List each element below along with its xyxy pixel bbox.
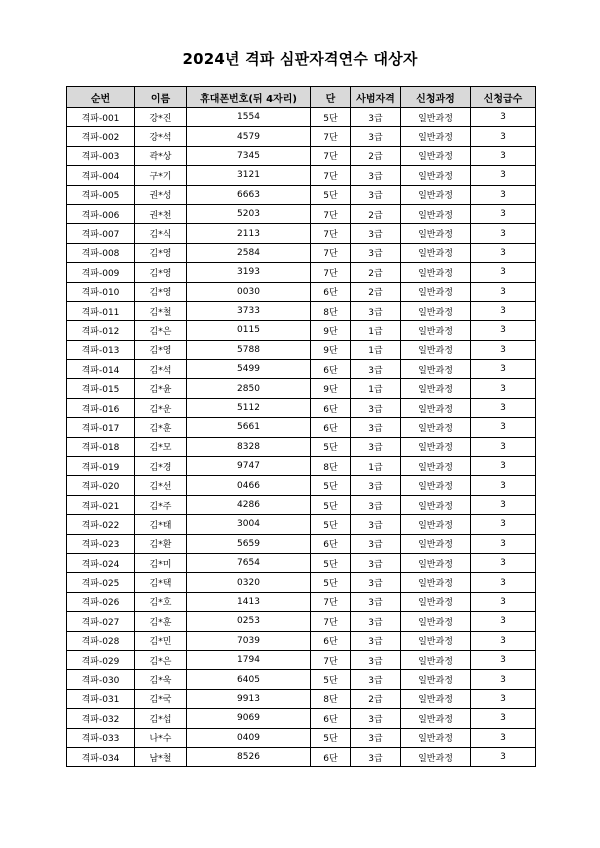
cell-instructor-grade: 3급 — [351, 437, 401, 456]
table-row — [67, 534, 536, 553]
cell-dan: 9단 — [311, 321, 351, 340]
cell-seq: 격파-017 — [67, 418, 135, 437]
cell-course: 일반과정 — [401, 243, 471, 262]
cell-instructor-grade: 3급 — [351, 166, 401, 185]
cell-course: 일반과정 — [401, 689, 471, 708]
cell-name: 김*은 — [135, 321, 187, 340]
cell-course: 일반과정 — [401, 263, 471, 282]
cell-dan: 7단 — [311, 592, 351, 611]
cell-phone: 9069 — [187, 709, 311, 728]
cell-applied-grade: 3 — [471, 340, 536, 359]
cell-seq: 격파-020 — [67, 476, 135, 495]
cell-seq: 격파-015 — [67, 379, 135, 398]
cell-dan: 6단 — [311, 282, 351, 301]
cell-dan: 7단 — [311, 263, 351, 282]
cell-seq: 격파-009 — [67, 263, 135, 282]
cell-name: 김*선 — [135, 476, 187, 495]
cell-course: 일반과정 — [401, 495, 471, 514]
cell-instructor-grade: 1급 — [351, 379, 401, 398]
cell-course: 일반과정 — [401, 709, 471, 728]
cell-phone: 2584 — [187, 243, 311, 262]
cell-name: 곽*상 — [135, 146, 187, 165]
cell-dan: 5단 — [311, 437, 351, 456]
cell-seq: 격파-021 — [67, 495, 135, 514]
cell-course: 일반과정 — [401, 127, 471, 146]
cell-phone: 0030 — [187, 282, 311, 301]
cell-name: 김*영 — [135, 243, 187, 262]
cell-instructor-grade: 3급 — [351, 398, 401, 417]
cell-instructor-grade: 3급 — [351, 515, 401, 534]
cell-name: 김*민 — [135, 631, 187, 650]
table-row — [67, 282, 536, 301]
cell-seq: 격파-019 — [67, 457, 135, 476]
cell-instructor-grade: 3급 — [351, 534, 401, 553]
cell-name: 남*철 — [135, 747, 187, 766]
cell-instructor-grade: 2급 — [351, 282, 401, 301]
cell-name: 권*성 — [135, 185, 187, 204]
cell-phone: 5112 — [187, 398, 311, 417]
cell-seq: 격파-027 — [67, 612, 135, 631]
cell-applied-grade: 3 — [471, 670, 536, 689]
cell-phone: 7345 — [187, 146, 311, 165]
cell-dan: 6단 — [311, 418, 351, 437]
cell-course: 일반과정 — [401, 631, 471, 650]
cell-seq: 격파-022 — [67, 515, 135, 534]
cell-name: 강*진 — [135, 108, 187, 127]
cell-applied-grade: 3 — [471, 534, 536, 553]
cell-applied-grade: 3 — [471, 709, 536, 728]
cell-course: 일반과정 — [401, 457, 471, 476]
cell-seq: 격파-003 — [67, 146, 135, 165]
table-body — [67, 108, 536, 767]
cell-applied-grade: 3 — [471, 108, 536, 127]
cell-phone: 9747 — [187, 457, 311, 476]
cell-applied-grade: 3 — [471, 573, 536, 592]
header-phone: 휴대폰번호(뒤 4자리) — [187, 87, 311, 108]
cell-phone: 3193 — [187, 263, 311, 282]
cell-dan: 5단 — [311, 185, 351, 204]
cell-seq: 격파-018 — [67, 437, 135, 456]
table-row — [67, 127, 536, 146]
cell-phone: 4286 — [187, 495, 311, 514]
cell-course: 일반과정 — [401, 108, 471, 127]
cell-seq: 격파-005 — [67, 185, 135, 204]
cell-course: 일반과정 — [401, 204, 471, 223]
table-row — [67, 689, 536, 708]
page-title: 2024년 격파 심판자격연수 대상자 — [182, 50, 418, 68]
table-row — [67, 670, 536, 689]
cell-dan: 7단 — [311, 146, 351, 165]
table-row — [67, 224, 536, 243]
table-row — [67, 553, 536, 572]
cell-phone: 3121 — [187, 166, 311, 185]
table-row — [67, 146, 536, 165]
cell-instructor-grade: 3급 — [351, 709, 401, 728]
cell-name: 김*훈 — [135, 418, 187, 437]
cell-phone: 9913 — [187, 689, 311, 708]
cell-dan: 8단 — [311, 457, 351, 476]
cell-name: 김*식 — [135, 224, 187, 243]
cell-phone: 6663 — [187, 185, 311, 204]
table-row — [67, 728, 536, 747]
cell-phone: 7654 — [187, 553, 311, 572]
cell-instructor-grade: 3급 — [351, 592, 401, 611]
table-row — [67, 592, 536, 611]
cell-name: 김*운 — [135, 398, 187, 417]
cell-name: 구*기 — [135, 166, 187, 185]
cell-instructor-grade: 2급 — [351, 689, 401, 708]
cell-seq: 격파-024 — [67, 553, 135, 572]
cell-name: 김*택 — [135, 573, 187, 592]
cell-course: 일반과정 — [401, 282, 471, 301]
cell-instructor-grade: 3급 — [351, 631, 401, 650]
cell-name: 김*영 — [135, 340, 187, 359]
cell-applied-grade: 3 — [471, 146, 536, 165]
cell-dan: 5단 — [311, 670, 351, 689]
cell-instructor-grade: 3급 — [351, 185, 401, 204]
cell-name: 김*영 — [135, 263, 187, 282]
cell-applied-grade: 3 — [471, 631, 536, 650]
cell-seq: 격파-033 — [67, 728, 135, 747]
cell-phone: 0320 — [187, 573, 311, 592]
cell-applied-grade: 3 — [471, 321, 536, 340]
cell-name: 김*태 — [135, 515, 187, 534]
cell-phone: 8526 — [187, 747, 311, 766]
cell-dan: 6단 — [311, 534, 351, 553]
cell-course: 일반과정 — [401, 301, 471, 320]
table-row — [67, 573, 536, 592]
cell-applied-grade: 3 — [471, 398, 536, 417]
cell-phone: 1554 — [187, 108, 311, 127]
cell-dan: 6단 — [311, 709, 351, 728]
cell-seq: 격파-028 — [67, 631, 135, 650]
cell-applied-grade: 3 — [471, 379, 536, 398]
cell-instructor-grade: 3급 — [351, 573, 401, 592]
cell-applied-grade: 3 — [471, 204, 536, 223]
cell-phone: 0466 — [187, 476, 311, 495]
cell-name: 김*섭 — [135, 709, 187, 728]
table-row — [67, 515, 536, 534]
cell-seq: 격파-032 — [67, 709, 135, 728]
cell-applied-grade: 3 — [471, 515, 536, 534]
cell-name: 김*철 — [135, 301, 187, 320]
cell-seq: 격파-012 — [67, 321, 135, 340]
cell-instructor-grade: 2급 — [351, 263, 401, 282]
cell-phone: 0409 — [187, 728, 311, 747]
cell-dan: 7단 — [311, 650, 351, 669]
cell-dan: 5단 — [311, 553, 351, 572]
table-row — [67, 495, 536, 514]
cell-phone: 6405 — [187, 670, 311, 689]
cell-course: 일반과정 — [401, 166, 471, 185]
cell-dan: 6단 — [311, 747, 351, 766]
cell-course: 일반과정 — [401, 670, 471, 689]
cell-applied-grade: 3 — [471, 282, 536, 301]
cell-name: 김*은 — [135, 650, 187, 669]
cell-course: 일반과정 — [401, 398, 471, 417]
cell-course: 일반과정 — [401, 146, 471, 165]
cell-phone: 5788 — [187, 340, 311, 359]
cell-seq: 격파-011 — [67, 301, 135, 320]
cell-phone: 3733 — [187, 301, 311, 320]
cell-applied-grade: 3 — [471, 689, 536, 708]
cell-applied-grade: 3 — [471, 747, 536, 766]
cell-phone: 5203 — [187, 204, 311, 223]
table-row — [67, 185, 536, 204]
table-row — [67, 747, 536, 766]
cell-dan: 5단 — [311, 476, 351, 495]
table-row — [67, 166, 536, 185]
header-instructor-grade: 사범자격 — [351, 87, 401, 108]
cell-name: 김*석 — [135, 360, 187, 379]
cell-course: 일반과정 — [401, 515, 471, 534]
applicant-table — [66, 86, 536, 767]
cell-seq: 격파-026 — [67, 592, 135, 611]
cell-dan: 7단 — [311, 243, 351, 262]
cell-dan: 5단 — [311, 573, 351, 592]
cell-applied-grade: 3 — [471, 418, 536, 437]
cell-instructor-grade: 3급 — [351, 553, 401, 572]
cell-course: 일반과정 — [401, 340, 471, 359]
cell-instructor-grade: 3급 — [351, 127, 401, 146]
cell-instructor-grade: 3급 — [351, 612, 401, 631]
cell-instructor-grade: 3급 — [351, 243, 401, 262]
cell-phone: 0253 — [187, 612, 311, 631]
cell-name: 김*윤 — [135, 379, 187, 398]
cell-seq: 격파-023 — [67, 534, 135, 553]
cell-dan: 7단 — [311, 127, 351, 146]
cell-applied-grade: 3 — [471, 185, 536, 204]
cell-instructor-grade: 2급 — [351, 146, 401, 165]
cell-phone: 2850 — [187, 379, 311, 398]
table-row — [67, 631, 536, 650]
table-row — [67, 398, 536, 417]
header-applied-grade: 신청급수 — [471, 87, 536, 108]
cell-dan: 7단 — [311, 204, 351, 223]
cell-course: 일반과정 — [401, 185, 471, 204]
cell-course: 일반과정 — [401, 573, 471, 592]
table-row — [67, 437, 536, 456]
cell-course: 일반과정 — [401, 360, 471, 379]
cell-applied-grade: 3 — [471, 612, 536, 631]
cell-applied-grade: 3 — [471, 437, 536, 456]
cell-course: 일반과정 — [401, 650, 471, 669]
cell-phone: 2113 — [187, 224, 311, 243]
cell-seq: 격파-008 — [67, 243, 135, 262]
cell-instructor-grade: 3급 — [351, 108, 401, 127]
table-header-row — [67, 87, 536, 108]
cell-instructor-grade: 3급 — [351, 301, 401, 320]
cell-course: 일반과정 — [401, 437, 471, 456]
table-row — [67, 243, 536, 262]
cell-applied-grade: 3 — [471, 166, 536, 185]
cell-applied-grade: 3 — [471, 728, 536, 747]
cell-applied-grade: 3 — [471, 360, 536, 379]
table-row — [67, 709, 536, 728]
cell-course: 일반과정 — [401, 224, 471, 243]
table-row — [67, 418, 536, 437]
cell-name: 김*훈 — [135, 612, 187, 631]
cell-phone: 5661 — [187, 418, 311, 437]
cell-seq: 격파-007 — [67, 224, 135, 243]
cell-seq: 격파-002 — [67, 127, 135, 146]
table-row — [67, 108, 536, 127]
cell-instructor-grade: 1급 — [351, 321, 401, 340]
cell-name: 김*모 — [135, 437, 187, 456]
table-row — [67, 204, 536, 223]
cell-instructor-grade: 3급 — [351, 495, 401, 514]
table-row — [67, 650, 536, 669]
cell-applied-grade: 3 — [471, 127, 536, 146]
cell-name: 권*천 — [135, 204, 187, 223]
cell-phone: 4579 — [187, 127, 311, 146]
cell-applied-grade: 3 — [471, 301, 536, 320]
cell-seq: 격파-006 — [67, 204, 135, 223]
cell-applied-grade: 3 — [471, 457, 536, 476]
cell-dan: 5단 — [311, 728, 351, 747]
cell-dan: 9단 — [311, 340, 351, 359]
cell-dan: 5단 — [311, 108, 351, 127]
cell-instructor-grade: 2급 — [351, 204, 401, 223]
cell-course: 일반과정 — [401, 747, 471, 766]
cell-applied-grade: 3 — [471, 476, 536, 495]
cell-course: 일반과정 — [401, 728, 471, 747]
cell-seq: 격파-013 — [67, 340, 135, 359]
table-row — [67, 612, 536, 631]
cell-name: 김*미 — [135, 553, 187, 572]
cell-dan: 6단 — [311, 360, 351, 379]
cell-name: 김*환 — [135, 534, 187, 553]
cell-phone: 5499 — [187, 360, 311, 379]
cell-phone: 3004 — [187, 515, 311, 534]
cell-name: 김*영 — [135, 282, 187, 301]
cell-name: 김*주 — [135, 495, 187, 514]
table-row — [67, 263, 536, 282]
header-dan: 단 — [311, 87, 351, 108]
cell-dan: 5단 — [311, 515, 351, 534]
cell-dan: 6단 — [311, 631, 351, 650]
cell-seq: 격파-029 — [67, 650, 135, 669]
table-row — [67, 476, 536, 495]
cell-dan: 7단 — [311, 612, 351, 631]
cell-applied-grade: 3 — [471, 495, 536, 514]
table-row — [67, 360, 536, 379]
cell-course: 일반과정 — [401, 592, 471, 611]
cell-dan: 8단 — [311, 689, 351, 708]
table-row — [67, 379, 536, 398]
cell-seq: 격파-030 — [67, 670, 135, 689]
cell-applied-grade: 3 — [471, 243, 536, 262]
cell-phone: 8328 — [187, 437, 311, 456]
cell-applied-grade: 3 — [471, 553, 536, 572]
cell-applied-grade: 3 — [471, 263, 536, 282]
cell-seq: 격파-025 — [67, 573, 135, 592]
cell-seq: 격파-001 — [67, 108, 135, 127]
table-row — [67, 301, 536, 320]
header-name: 이름 — [135, 87, 187, 108]
cell-dan: 5단 — [311, 495, 351, 514]
cell-dan: 7단 — [311, 166, 351, 185]
table-row — [67, 457, 536, 476]
cell-course: 일반과정 — [401, 553, 471, 572]
cell-course: 일반과정 — [401, 321, 471, 340]
cell-course: 일반과정 — [401, 534, 471, 553]
cell-applied-grade: 3 — [471, 592, 536, 611]
cell-course: 일반과정 — [401, 612, 471, 631]
cell-instructor-grade: 3급 — [351, 728, 401, 747]
cell-phone: 1794 — [187, 650, 311, 669]
cell-name: 김*호 — [135, 592, 187, 611]
cell-name: 강*석 — [135, 127, 187, 146]
cell-phone: 5659 — [187, 534, 311, 553]
cell-dan: 8단 — [311, 301, 351, 320]
cell-phone: 0115 — [187, 321, 311, 340]
cell-phone: 7039 — [187, 631, 311, 650]
cell-course: 일반과정 — [401, 418, 471, 437]
cell-instructor-grade: 3급 — [351, 747, 401, 766]
cell-seq: 격파-034 — [67, 747, 135, 766]
cell-seq: 격파-004 — [67, 166, 135, 185]
cell-instructor-grade: 1급 — [351, 457, 401, 476]
cell-course: 일반과정 — [401, 379, 471, 398]
cell-phone: 1413 — [187, 592, 311, 611]
cell-name: 나*수 — [135, 728, 187, 747]
cell-dan: 6단 — [311, 398, 351, 417]
cell-name: 김*욱 — [135, 670, 187, 689]
cell-dan: 9단 — [311, 379, 351, 398]
cell-name: 김*국 — [135, 689, 187, 708]
cell-course: 일반과정 — [401, 476, 471, 495]
cell-dan: 7단 — [311, 224, 351, 243]
cell-name: 김*경 — [135, 457, 187, 476]
cell-seq: 격파-016 — [67, 398, 135, 417]
cell-instructor-grade: 3급 — [351, 670, 401, 689]
cell-applied-grade: 3 — [471, 224, 536, 243]
table-row — [67, 340, 536, 359]
cell-seq: 격파-010 — [67, 282, 135, 301]
cell-instructor-grade: 3급 — [351, 418, 401, 437]
cell-seq: 격파-031 — [67, 689, 135, 708]
cell-instructor-grade: 3급 — [351, 650, 401, 669]
cell-instructor-grade: 3급 — [351, 224, 401, 243]
cell-instructor-grade: 1급 — [351, 340, 401, 359]
cell-instructor-grade: 3급 — [351, 476, 401, 495]
header-course: 신청과정 — [401, 87, 471, 108]
cell-seq: 격파-014 — [67, 360, 135, 379]
table-row — [67, 321, 536, 340]
header-seq: 순번 — [67, 87, 135, 108]
cell-applied-grade: 3 — [471, 650, 536, 669]
cell-instructor-grade: 3급 — [351, 360, 401, 379]
